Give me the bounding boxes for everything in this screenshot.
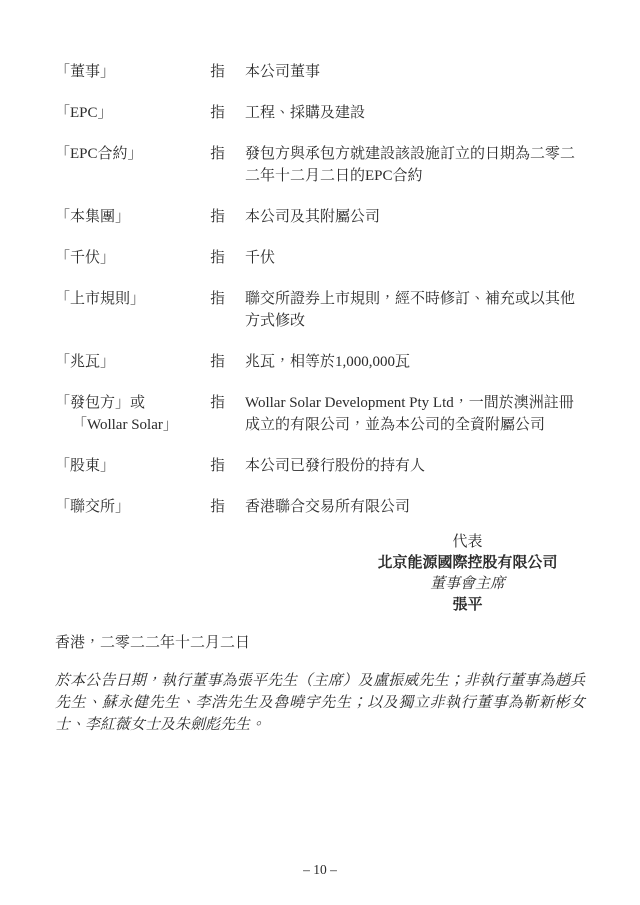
term-text-line2: 「Wollar Solar」 [72, 417, 178, 433]
definition-ref: 指 [210, 146, 226, 162]
definition-term [55, 206, 210, 228]
definition-term [55, 102, 210, 124]
definition-ref: 指 [210, 458, 226, 474]
definition-ref: 指 [210, 105, 226, 121]
definition-row-stock-exchange [55, 496, 585, 518]
term-text: 「上市規則」 [55, 291, 146, 307]
directors-note: 於本公告日期，執行董事為張平先生（主席）及盧振威先生；非執行董事為趙兵先生、蘇永健先生、李浩先生及魯曉宇先生；以及獨立非執行董事為靳新彬女士、李紅薇女士及朱劍彪先生。 [55, 673, 585, 733]
definition-term [55, 455, 210, 477]
term-text: 「兆瓦」 [55, 354, 116, 370]
definition-row-listing-rules [55, 288, 585, 332]
signature-title: 董事會主席 [429, 576, 505, 592]
definition-text: 本公司董事 [245, 64, 321, 80]
signature-on-behalf: 代表 [452, 534, 483, 550]
definition-term [55, 61, 210, 83]
definition-ref: 指 [210, 209, 226, 225]
definition-text: 千伏 [245, 250, 276, 266]
term-text: 「發包方」或 [55, 395, 146, 411]
dateline: 香港，二零二二年十二月二日 [55, 635, 251, 651]
definition-text: 發包方與承包方就建設該設施訂立的日期為二零二二年十二月二日的EPC合約 [245, 146, 576, 184]
signature-company: 北京能源國際控股有限公司 [377, 555, 558, 571]
term-text: 「EPC」 [55, 105, 113, 121]
definition-text: 香港聯合交易所有限公司 [245, 499, 411, 515]
definition-text: 本公司及其附屬公司 [245, 209, 381, 225]
definition-row-epc [55, 102, 585, 124]
definition-row-shareholders [55, 455, 585, 477]
definition-ref: 指 [210, 395, 226, 411]
term-text: 「千伏」 [55, 250, 116, 266]
definition-text: 聯交所證券上市規則，經不時修訂、補充或以其他方式修改 [245, 291, 576, 329]
term-text: 「股東」 [55, 458, 116, 474]
term-text: 「本集團」 [55, 209, 131, 225]
term-text: 「聯交所」 [55, 499, 131, 515]
definition-ref: 指 [210, 499, 226, 515]
term-text: 「董事」 [55, 64, 116, 80]
definition-term [55, 143, 210, 187]
signature-block [350, 532, 585, 616]
page-number: – 10 – [303, 862, 337, 877]
definition-term [55, 288, 210, 332]
definition-term [55, 392, 210, 436]
definition-row-epc-contract [55, 143, 585, 187]
definition-row-principal [55, 392, 585, 436]
definition-row-directors [55, 61, 585, 83]
definition-text: 本公司已發行股份的持有人 [245, 458, 426, 474]
definition-ref: 指 [210, 250, 226, 266]
definition-ref: 指 [210, 64, 226, 80]
definition-term [55, 496, 210, 518]
term-text: 「EPC合約」 [55, 146, 143, 162]
definitions-list [55, 61, 585, 518]
signature-name: 張平 [452, 597, 483, 613]
definition-text: 兆瓦，相等於1,000,000瓦 [245, 354, 411, 370]
definition-text: 工程、採購及建設 [245, 105, 366, 121]
definition-row-kv [55, 247, 585, 269]
definition-ref: 指 [210, 291, 226, 307]
definition-row-mw [55, 351, 585, 373]
definition-text: Wollar Solar Development Pty Ltd，一間於澳洲註冊成立的有限公司，並為本公司的全資附屬公司 [245, 395, 574, 433]
definition-term [55, 247, 210, 269]
definition-term [55, 351, 210, 373]
definition-row-group [55, 206, 585, 228]
definition-ref: 指 [210, 354, 226, 370]
